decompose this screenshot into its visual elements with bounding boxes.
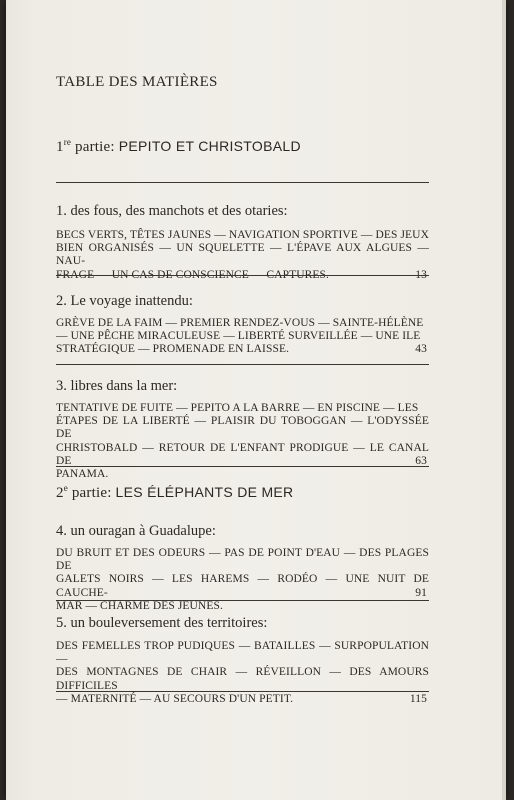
chapter-title-1: 1. des fous, des manchots et des otaries: (56, 203, 288, 219)
summary-line: GALETS NOIRS — LES HAREMS — RODÉO — UNE NUIT DE CAUCHE- (56, 573, 429, 599)
chapter-title-2: 2. Le voyage inattendu: (56, 293, 193, 309)
divider (56, 275, 429, 276)
summary-line: STRATÉGIQUE — PROMENADE EN LAISSE. 43 (56, 343, 427, 356)
chapter-summary-3 (56, 402, 429, 481)
summary-line: DES MONTAGNES DE CHAIR — RÉVEILLON — DES AMOURS DIFFICILES (56, 666, 429, 692)
summary-line: MAR — CHARME DES JEUNES. 91 (56, 586, 427, 612)
page-number: 43 (415, 343, 427, 356)
summary-line: DES FEMELLES TROP PUDIQUES — BATAILLES — SURPOPULATION — (56, 640, 429, 666)
part-number-suffix: re (63, 137, 72, 147)
summary-line: FRAGE — UN CAS DE CONSCIENCE — CAPTURES. 13 (56, 268, 427, 281)
chapter-summary-4 (56, 547, 429, 613)
summary-line: — MATERNITÉ — AU SECOURS D'UN PETIT. 115 (56, 692, 427, 705)
divider (56, 364, 429, 365)
page-number: 13 (415, 268, 427, 281)
part-label: partie (67, 485, 108, 501)
part-number: 2 (56, 485, 64, 501)
part-number: 1 (56, 139, 64, 155)
summary-line: DU BRUIT ET DES ODEURS — PAS DE POINT D'EAU — DES PLAGES DE (56, 547, 429, 573)
part-heading-2 (56, 483, 293, 502)
part-title: LES ÉLÉPHANTS DE MER (115, 484, 294, 500)
part-colon: : (110, 139, 119, 155)
summary-line: — UNE PÊCHE MIRACULEUSE — LIBERTÉ SURVEILLÉE — UNE ILE (56, 330, 421, 343)
chapter-summary-5 (56, 640, 429, 706)
page-title: TABLE DES MATIÈRES (56, 74, 218, 90)
chapter-summary-2 (56, 317, 429, 357)
part-colon: : (107, 485, 116, 501)
summary-line: BECS VERTS, TÊTES JAUNES — NAVIGATION SPORTIVE — DES JEUX (56, 229, 429, 241)
book-page (6, 0, 506, 800)
summary-line: CHRISTOBALD — RETOUR DE L'ENFANT PRODIGUE — LE CANAL DE (56, 441, 429, 467)
part-label: partie (71, 139, 111, 155)
summary-line: BIEN ORGANISÉS — UN SQUELETTE — L'ÉPAVE AUX ALGUES — NAU- (56, 242, 429, 268)
chapter-title-4: 4. un ouragan à Guadalupe: (56, 523, 216, 539)
chapter-summary-1 (56, 229, 429, 282)
divider (56, 182, 429, 183)
chapter-title-3: 3. libres dans la mer: (56, 378, 178, 394)
divider (56, 600, 429, 601)
part-title: PEPITO ET CHRISTOBALD (118, 138, 301, 154)
page-number: 63 (415, 455, 427, 468)
summary-line: ÉTAPES DE LA LIBERTÉ — PLAISIR DU TOBOGGAN — L'ODYSSÉE DE (56, 415, 429, 441)
summary-line: GRÈVE DE LA FAIM — PREMIER RENDEZ-VOUS — SAINTE-HÉLÈNE (56, 317, 424, 329)
divider (56, 466, 429, 467)
part-heading-1 (56, 137, 301, 156)
summary-line: TENTATIVE DE FUITE — PEPITO A LA BARRE — EN PISCINE — LES (56, 402, 419, 414)
divider (56, 691, 429, 692)
part-number-suffix: e (63, 483, 68, 493)
page-number: 115 (409, 692, 427, 705)
summary-line: PANAMA. 63 (56, 455, 427, 481)
chapter-title-5: 5. un bouleversement des territoires: (56, 615, 268, 631)
page-number: 91 (415, 586, 427, 599)
